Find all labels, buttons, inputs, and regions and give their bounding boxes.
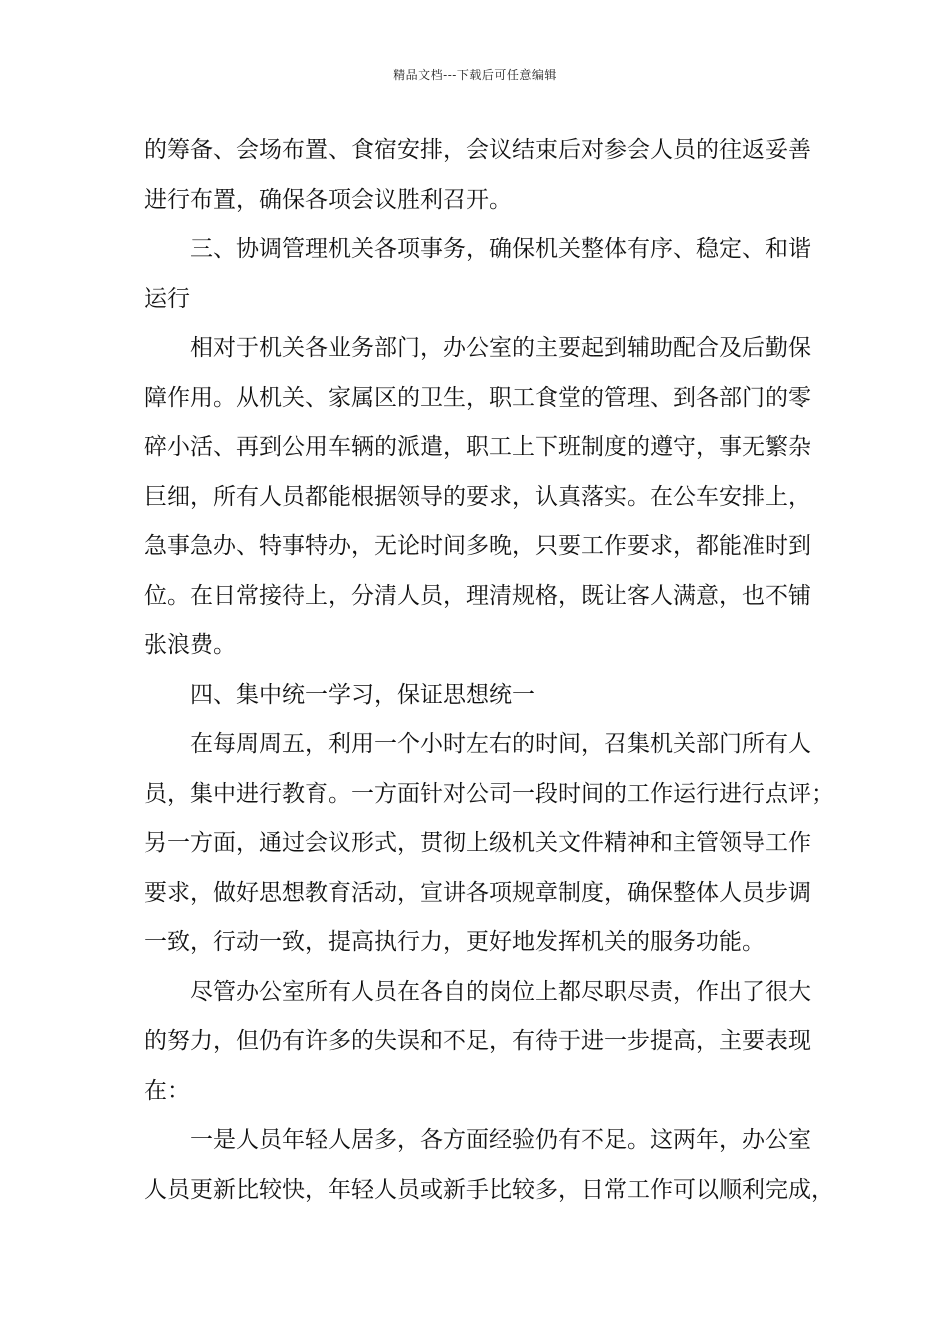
text-line: 巨细，所有人员都能根据领导的要求，认真落实。在公车安排上，	[144, 483, 811, 510]
text-line: 的努力，但仍有许多的失误和不足，有待于进一步提高，主要表现	[144, 1028, 811, 1054]
text-line: 相对于机关各业务部门，办公室的主要起到辅助配合及后勤保	[190, 335, 811, 361]
text-line: 尽管办公室所有人员在各自的岗位上都尽职尽责，作出了很大	[190, 978, 811, 1005]
text-line: 一致，行动一致，提高执行力，更好地发挥机关的服务功能。	[144, 929, 765, 955]
text-line: 另一方面，通过会议形式，贯彻上级机关文件精神和主管领导工作	[144, 830, 811, 856]
text-line: 运行	[144, 285, 190, 312]
text-line: 三、协调管理机关各项事务，确保机关整体有序、稳定、和谐	[190, 236, 811, 262]
text-line: 碎小活、再到公用车辆的派遣，职工上下班制度的遵守，事无繁杂	[144, 434, 811, 460]
text-line: 张浪费。	[144, 632, 236, 658]
text-line: 位。在日常接待上，分清人员，理清规格，既让客人满意，也不铺	[144, 582, 811, 609]
text-line: 急事急办、特事特办，无论时间多晚，只要工作要求，都能准时到	[144, 533, 811, 559]
text-line: 四、集中统一学习，保证思想统一	[190, 681, 535, 708]
text-line: 员，集中进行教育。一方面针对公司一段时间的工作运行进行点评；	[144, 780, 834, 807]
text-line: 在每周周五，利用一个小时左右的时间，召集机关部门所有人	[190, 731, 811, 757]
text-line: 的筹备、会场布置、食宿安排，会议结束后对参会人员的往返妥善	[144, 137, 811, 163]
text-line: 进行布置，确保各项会议胜利召开。	[144, 186, 512, 213]
page-header: 精品文档---下载后可任意编辑	[393, 68, 557, 82]
text-line: 人员更新比较快，年轻人员或新手比较多，日常工作可以顺利完成，	[144, 1176, 834, 1203]
text-line: 在：	[144, 1077, 190, 1104]
text-line: 障作用。从机关、家属区的卫生，职工食堂的管理、到各部门的零	[144, 384, 811, 411]
text-line: 要求，做好思想教育活动，宣讲各项规章制度，确保整体人员步调	[144, 879, 811, 906]
document-body	[144, 126, 834, 1215]
text-line: 一是人员年轻人居多，各方面经验仍有不足。这两年，办公室	[190, 1127, 811, 1153]
